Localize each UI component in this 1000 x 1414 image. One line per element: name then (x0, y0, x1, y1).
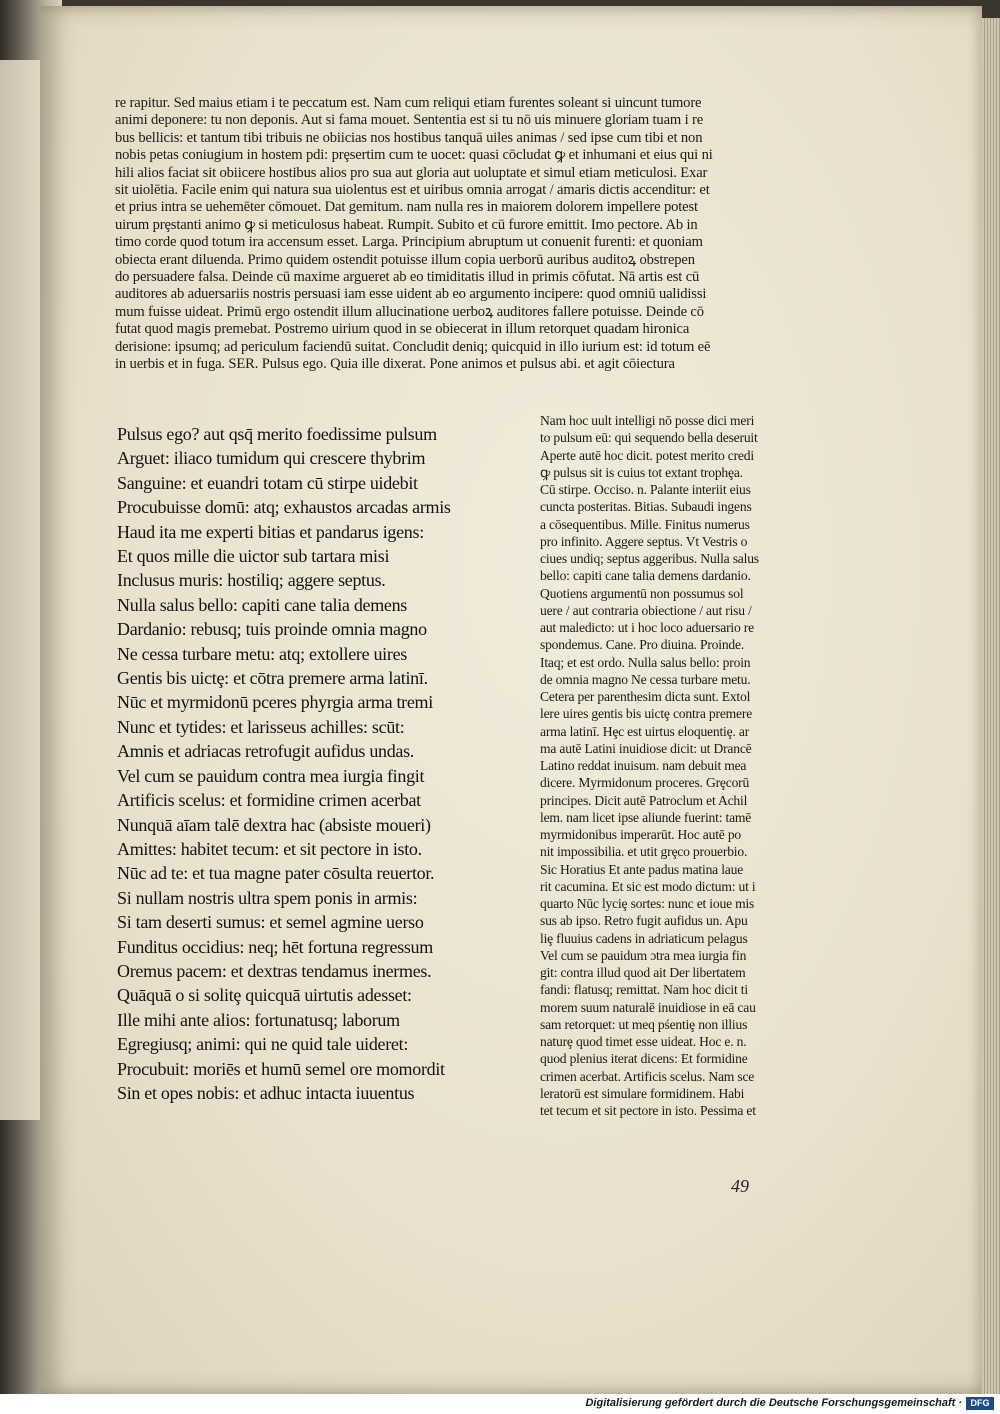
commentary-line: de omnia magno Ne cessa turbare metu. (540, 671, 751, 687)
verse-line: Nunc et tytides: et larisseus achilles: scūt: (117, 716, 405, 737)
commentary-line: Aperte autē hoc dicit. potest merito credi (540, 447, 754, 463)
commentary-line: futat quod magis premebat. Postremo uirium quod in se obiecerat in illum retorquet quadam hironica (115, 321, 690, 338)
commentary-line: sus ab ipso. Retro fugit aufidus un. Apu (540, 913, 748, 929)
verse-line: Si tam deserti sumus: et semel agmine uerso (117, 912, 424, 933)
commentary-line: Nam hoc uult intelligi nō posse dici meri (540, 413, 755, 428)
verse-line: Nūc et myrmidonū pceres phyrgia arma tremi (117, 692, 433, 713)
commentary-line: pro infinito. Aggere septus. Vt Vestris o (540, 533, 748, 549)
verse-line: Vel cum se pauidum contra mea iurgia fingit (117, 765, 425, 786)
verse-line: Egregiusq; animi: qui ne quid tale uideret: (117, 1034, 409, 1055)
commentary-line: lem. nam licet ipse aliunde fuerint: tamē (540, 809, 752, 825)
commentary-line: animi deponere: tu non deponis. Aut si fama mouet. Sententia est si tu nō uis minuere gloriam tuam i re (115, 112, 704, 129)
verse-line: Nūc ad te: et tua magne pater cōsulta reuertor. (117, 863, 435, 884)
commentary-line: aut maledicto: ut i hoc loco aduersario re (540, 620, 754, 635)
commentary-line: ma autē Latini inuidiose dicit: ut Drancē (540, 740, 752, 756)
commentary-line: liȩ fluuius cadens in adriaticum pelagus (540, 930, 748, 946)
funding-credit: Digitalisierung gefördert durch die Deutsche Forschungsgemeinschaft · (585, 1397, 962, 1409)
commentary-top-block (115, 95, 855, 374)
commentary-right-column (540, 412, 875, 1119)
verse-line: Funditus occidius: neq; hēt fortuna regressum (117, 936, 433, 957)
commentary-line: Vel cum se pauidum ɔtra mea iurgia fin (540, 947, 747, 963)
verse-column (117, 422, 557, 1105)
commentary-line: Cū stirpe. Occiso. n. Palante interiit eius (540, 482, 751, 497)
commentary-line: derisione: ipsumq; ad periculum faciendū suitat. Concludit deniq; quicquid in illo iurium est: id totum eē (115, 338, 711, 355)
facing-page-edge (0, 60, 40, 1120)
commentary-line: crimen acerbat. Artificis scelus. Nam sce (540, 1068, 755, 1084)
verse-line: Ne cessa turbare metu: atq; extollere uires (117, 643, 407, 664)
verse-line: Nulla salus bello: capiti cane talia demens (117, 594, 407, 615)
commentary-line: principes. Dicit autē Patroclum et Achil (540, 792, 748, 808)
commentary-line: Itaq; et est ordo. Nulla salus bello: proin (540, 654, 751, 670)
verse-line: Amittes: habitet tecum: et sit pectore in isto. (117, 838, 422, 859)
commentary-line: et prius intra se uehemēter cōmouet. Dat gemitum. nam nulla res in maiorem dolorem impellere potest (115, 199, 698, 216)
commentary-line: in uerbis et in fuga. SER. Pulsus ego. Quia ille dixerat. Pone animos et pulsus abi. et agit cōiectura (115, 356, 675, 373)
commentary-line: re rapitur. Sed maius etiam i te peccatum est. Nam cum reliqui etiam furentes soleant si uincunt tumore (115, 95, 702, 111)
commentary-line: do persuadere falsa. Deinde cū maxime argueret ab eo timiditatis illud in primis cōfutat. Nā artis est cū (115, 269, 700, 286)
verse-line: Nunquā aīam talē dextra hac (absiste moueri) (117, 814, 431, 835)
verse-line: Gentis bis uictȩ: et cōtra premere arma latinī. (117, 668, 428, 689)
commentary-line: dicere. Myrmidonum proceres. Grȩcorū (540, 775, 750, 791)
verse-line: Arguet: iliaco tumidum qui crescere thybrim (117, 448, 426, 469)
commentary-line: morem suum naturalē inuidiose in eā cau (540, 999, 756, 1015)
verse-line: Procubuit: moriēs et humū semel ore momordit (117, 1058, 445, 1079)
commentary-line: uirum prȩstanti animo ꝙ si meticulosus habeat. Rumpit. Subito et cū furore emittit. Imo pectore. Ab in (115, 216, 698, 233)
dfg-logo: DFG (966, 1397, 994, 1410)
commentary-line: mum fuisse uideat. Primū ergo ostendit illum allucinatione uerboꝝ auditores fallere potuisse. Deinde cō (115, 303, 704, 320)
commentary-line: quarto Nūc lyciȩ sortes: nunc et ioue mis (540, 896, 755, 911)
verse-line: Quāquā o si solitȩ quicquā uirtutis adesset: (117, 985, 412, 1006)
commentary-line: Latino reddat inuisum. nam debuit mea (540, 758, 747, 773)
commentary-line: bus bellicis: et tantum tibi tribuis ne obiicias nos hostibus tanquā uiles animas / sed ipse cum tibi et non (115, 129, 703, 146)
commentary-line: rit cacumina. Et sic est modo dictum: ut i (540, 878, 756, 894)
verse-line: Sin et opes nobis: et adhuc intacta iuuentus (117, 1082, 415, 1103)
commentary-line: lere uires gentis bis uictȩ contra premere (540, 706, 753, 722)
verse-line: Ille mihi ante alios: fortunatusq; laborum (117, 1009, 400, 1030)
commentary-line: timo corde quod totum ira accensum esset. Larga. Principium abruptum ut conuenit furenti: et quoniam (115, 234, 703, 251)
commentary-line: arma latinī. Hȩc est uirtus eloquentiȩ. ar (540, 723, 750, 739)
commentary-line: to pulsum eū: qui sequendo bella deseruit (540, 430, 758, 446)
commentary-line: hili alios faciat sit obiicere hostibus alios pro sua aut gloria aut uoluptate et simul etiam meticulosi. Exar (115, 164, 708, 181)
commentary-line: git: contra illud quod ait Der libertatem (540, 965, 746, 980)
folio-number: 49 (731, 1176, 749, 1196)
verse-line: Sanguine: et euandri totam cū stirpe uidebit (117, 472, 418, 493)
verse-line: Haud ita me experti bitias et pandarus igens: (117, 521, 424, 542)
verse-line: Dardanio: rebusq; tuis proinde omnia magno (117, 619, 427, 640)
footer-bar (0, 1394, 1000, 1414)
commentary-line: nit impossibilia. et utit grȩco prouerbio. (540, 844, 748, 860)
commentary-line: Quotiens argumentū non possumus sol (540, 585, 744, 601)
commentary-line: cuncta posteritas. Bitias. Subaudi ingens (540, 499, 752, 515)
verse-line: Artificis scelus: et formidine crimen acerbat (117, 790, 421, 811)
commentary-line: spondemus. Cane. Pro diuina. Proinde. (540, 637, 745, 653)
commentary-line: fandi: flatusq; remittat. Nam hoc dicit ti (540, 982, 748, 998)
commentary-line: uere / aut contraria obiectione / aut risu / (540, 602, 752, 618)
commentary-line: quod plenius iterat dicens: Et formidine (540, 1051, 748, 1067)
page-stack-edge (982, 18, 1000, 1394)
commentary-line: obiecta erant diluenda. Primo quidem ostendit potuisse illum copia uerborū auribus auditoꝝ obstrepen (115, 251, 695, 268)
commentary-line: sit uiolētia. Facile enim qui natura sua uiolentus est et uiribus omnia arrogat / amaris dictis accenditur: et (115, 182, 710, 199)
verse-line: Oremus pacem: et dextras tendamus inermes. (117, 960, 432, 981)
commentary-line: sam retorquet: ut meq pśentiȩ non illius (540, 1016, 748, 1032)
commentary-line: Sic Horatius Et ante padus matina laue (540, 861, 744, 877)
commentary-line: ꝙ pulsus sit is cuius tot extant trophȩa. (540, 464, 743, 480)
commentary-line: bello: capiti cane talia demens dardanio. (540, 568, 751, 584)
commentary-line: myrmidonibus imperarūt. Hoc autē po (540, 827, 742, 842)
commentary-line: auditores ab aduersariis nostris persuasi iam esse uident ab eo argumento incipere: quod omniū ualidissi (115, 286, 707, 303)
verse-line: Pulsus ego? aut qsq̄ merito foedissime pulsum (117, 424, 437, 444)
verse-line: Et quos mille die uictor sub tartara misi (117, 546, 390, 567)
verse-line: Procubuisse domū: atq; exhaustos arcadas armis (117, 497, 451, 518)
verse-line: Si nullam nostris ultra spem ponis in armis: (117, 887, 418, 908)
commentary-line: nobis petas coniugium in hostem pdi: prȩsertim cum te uocet: quasi cōcludat ꝙ et inhumani et eius qui ni (115, 147, 713, 164)
commentary-line: tet tecum et sit pectore in isto. Pessima et (540, 1103, 756, 1118)
commentary-line: ciues undiq; septus aggeribus. Nulla salus (540, 551, 759, 566)
verse-line: Inclusus muris: hostiliq; aggere septus. (117, 570, 386, 591)
commentary-line: naturȩ quod timet esse uideat. Hoc e. n. (540, 1034, 747, 1049)
commentary-line: leratorū est simulare formidinem. Habi (540, 1085, 745, 1101)
commentary-line: a cōsequentibus. Mille. Finitus numerus (540, 516, 750, 532)
commentary-line: Cetera per parenthesim dicta sunt. Extol (540, 689, 751, 704)
verse-line: Amnis et adriacas retrofugit aufidus undas. (117, 741, 415, 762)
